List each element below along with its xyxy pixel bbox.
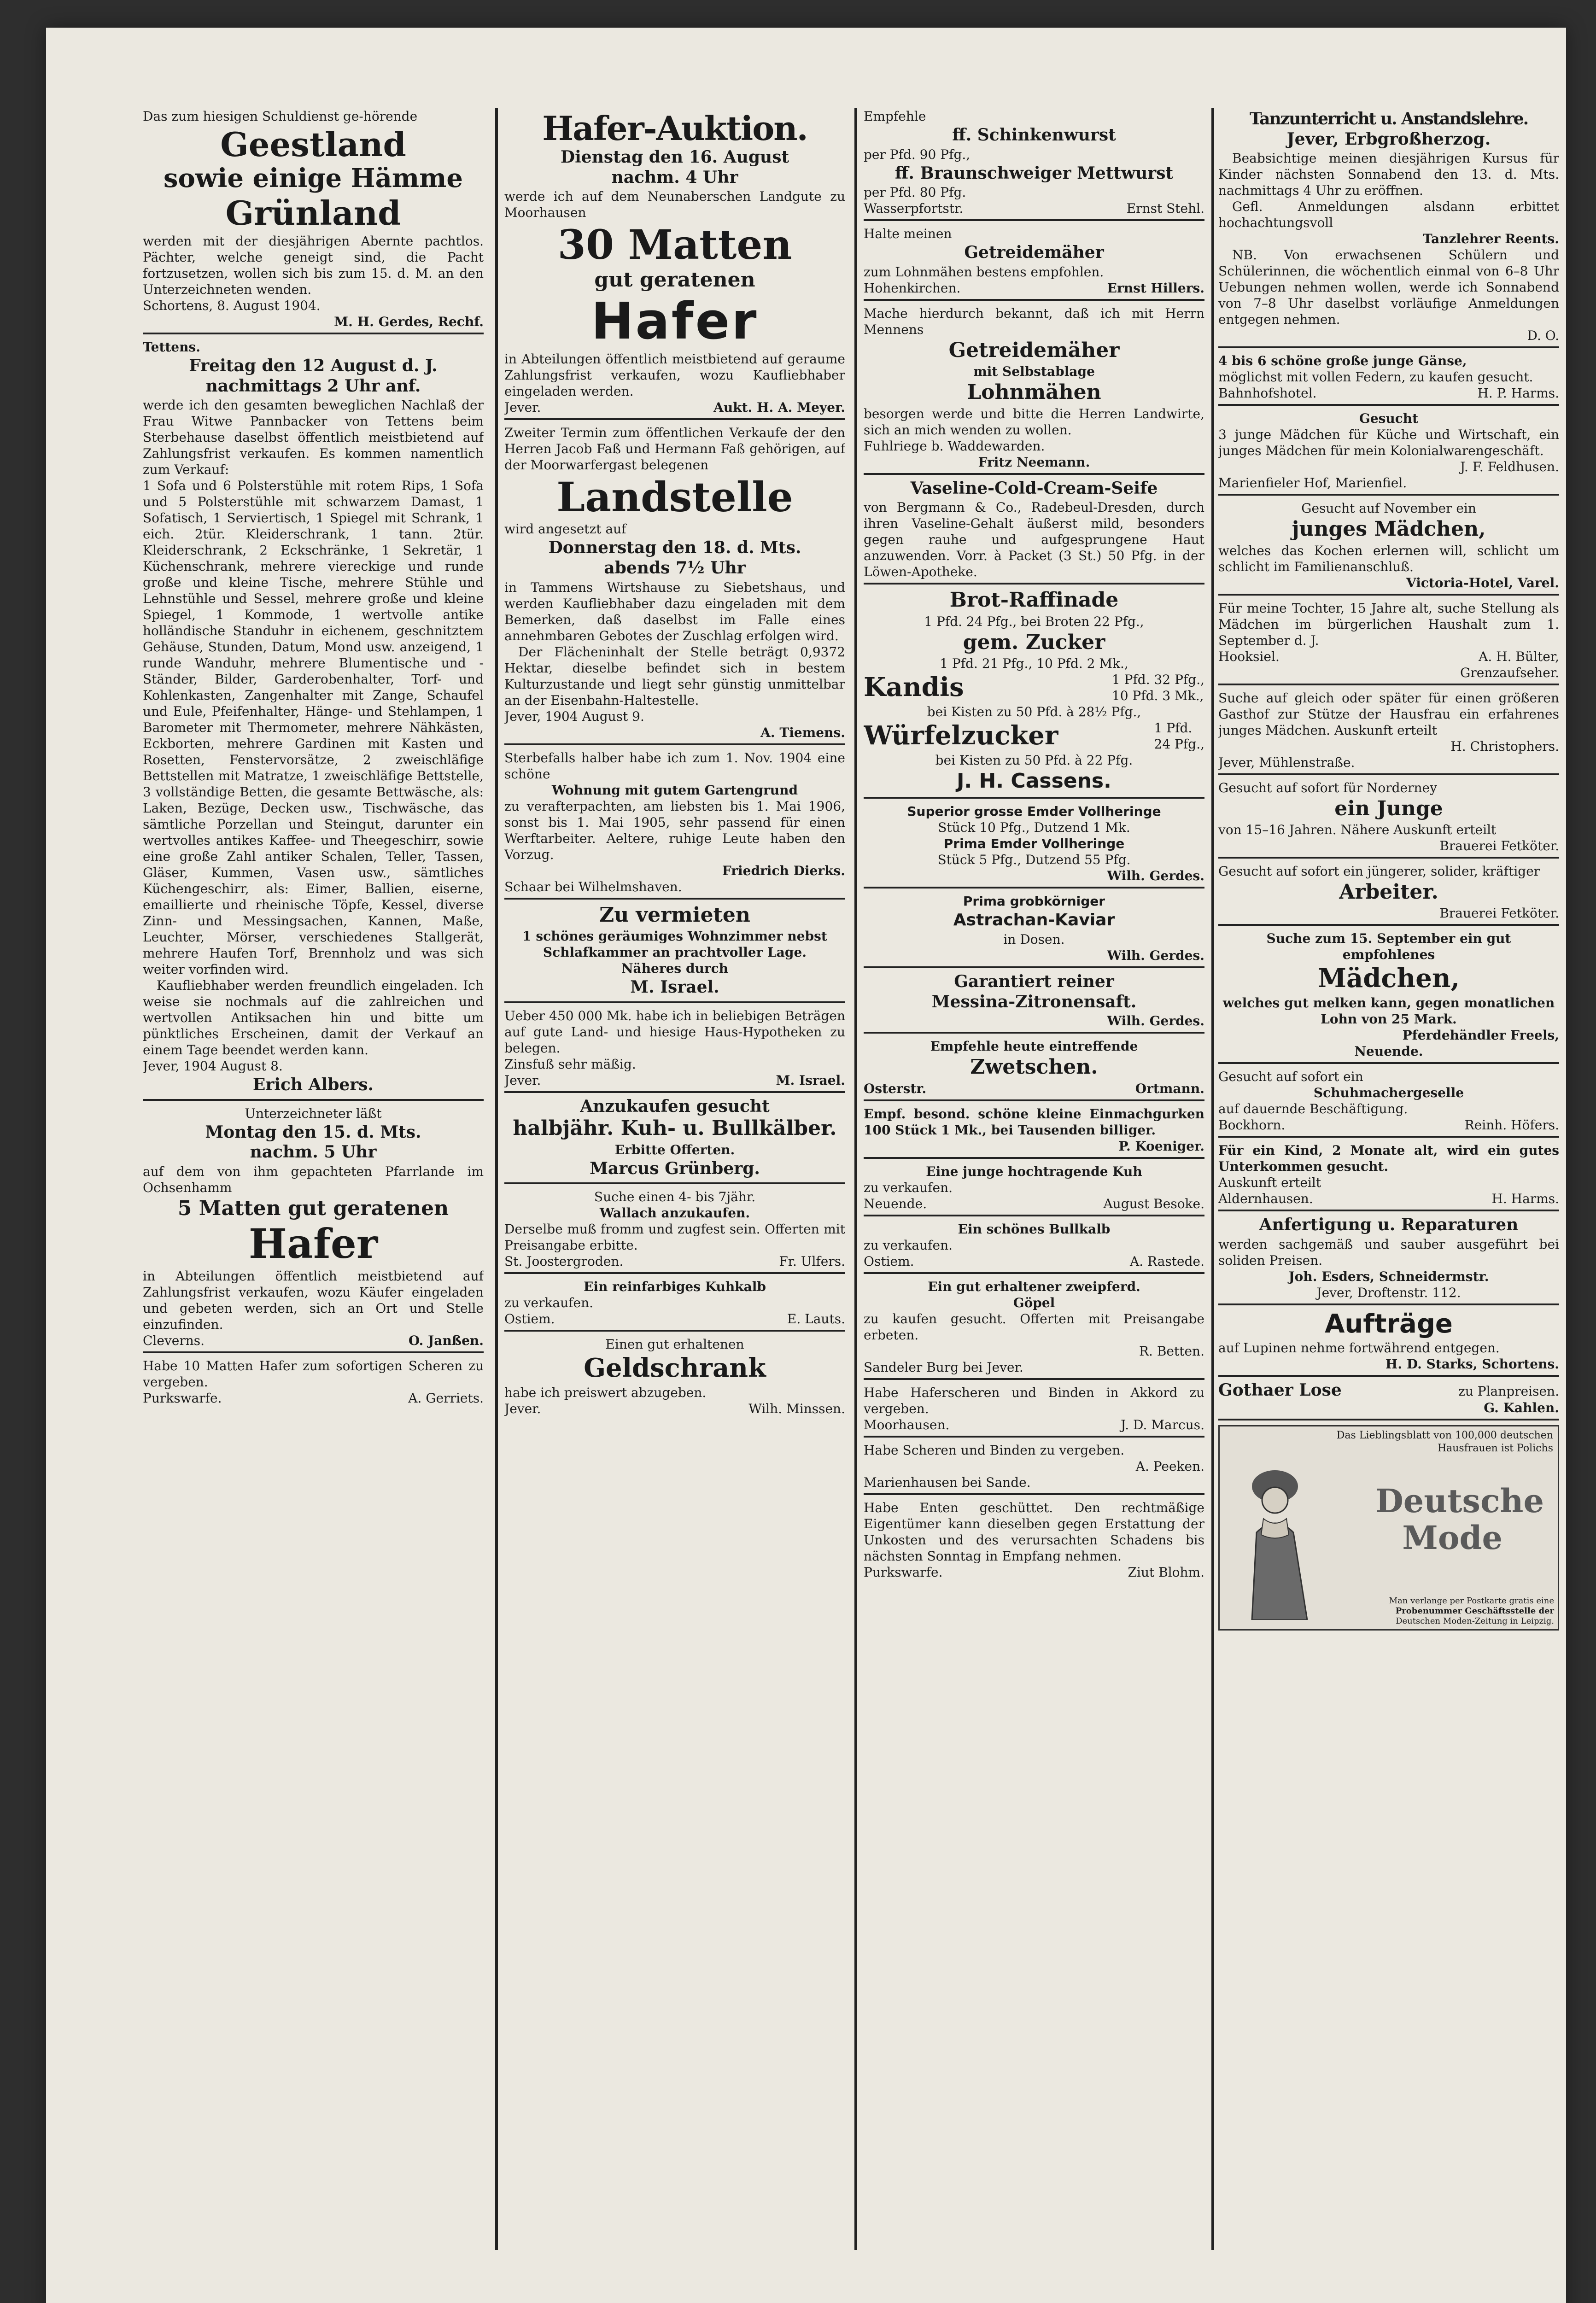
ad-body: auf dem von ihm gepachteten Pfarrlande im Ochsenhamm — [143, 1163, 484, 1195]
ad-signature: A. Gerriets. — [408, 1391, 484, 1406]
ad-body: Einen gut erhaltenen — [605, 1337, 744, 1352]
ad-body: welches das Kochen erlernen will, schlicht um schlicht im Familienanschluß. — [1218, 543, 1559, 574]
ad-headline: Gothaer Lose — [1218, 1380, 1342, 1400]
ad-hafer-ochsenhamm — [143, 1105, 484, 1353]
ad-place: Ostiem. — [504, 1311, 555, 1327]
ad-reparaturen — [1218, 1216, 1559, 1305]
ad-body: Für meine Tochter, 15 Jahre alt, suche Stellung als Mädchen im bürgerlichen Haushalt zum 1. September d. J. — [1218, 600, 1559, 648]
ad-headline: Dienstag den 16. August — [560, 147, 789, 167]
ad-maedchen-freels — [1218, 930, 1559, 1064]
ad-price: 24 Pfg., — [1154, 736, 1204, 752]
ad-place: Neuende. — [864, 1196, 927, 1211]
ad-nachlass-auction — [143, 339, 484, 1101]
ad-wallach — [504, 1189, 845, 1274]
ad-place: Bockhorn. — [1218, 1117, 1286, 1133]
ad-intro: Empfehle — [864, 109, 926, 124]
ad-signature: Ernst Hillers. — [1107, 280, 1204, 296]
ad-body: in Abteilungen öffentlich meistbietend auf Zahlungsfrist verkaufen, wozu Käufer eingeladen und gebeten werden, sich an Ort und Stelle einzufinden. — [143, 1268, 484, 1333]
ad-arbeiter — [1218, 863, 1559, 926]
ad-signature: Ortmann. — [1135, 1081, 1204, 1096]
ad-headline: abends 7½ Uhr — [604, 558, 746, 578]
ad-place: Jever. — [504, 399, 541, 415]
ad-price: 1 Pfd. 32 Pfg., — [1111, 672, 1204, 687]
ad-headline: Hafer — [591, 291, 759, 351]
ad-price: 1 Pfd. 21 Pfg., 10 Pfd. 2 Mk., — [940, 655, 1128, 671]
ad-junges-maedchen — [1218, 500, 1559, 595]
ad-signature: H. Christophers. — [1450, 738, 1559, 754]
column-3 — [864, 108, 1204, 1588]
ad-headline: ein Junge — [1334, 796, 1443, 820]
ad-price: 1 Pfd. — [1154, 720, 1193, 736]
ad-enten — [864, 1500, 1204, 1583]
ad-place: Tettens. — [143, 339, 200, 355]
ad-haferscheren — [864, 1385, 1204, 1438]
ad-headline: Getreidemäher — [964, 243, 1104, 263]
ad-body: Zweiter Termin zum öffentlichen Verkaufe der den Herren Jacob Faß und Hermann Faß gehörigen, auf der Moorwarfergast belegenen — [504, 425, 845, 473]
ad-signature: Aukt. H. A. Meyer. — [713, 399, 845, 415]
ad-headline: Ein gut erhaltener zweipferd. — [928, 1279, 1140, 1294]
ad-place: Bahnhofshotel. — [1218, 386, 1317, 401]
ad-signature: M. Israel. — [630, 977, 719, 997]
ad-body: Auskunft erteilt — [1218, 1175, 1321, 1190]
ad-date: Jever, 1904 August 9. — [504, 708, 644, 724]
ad-signature: Wilh. Minssen. — [748, 1401, 845, 1416]
ad-signature: M. Israel. — [776, 1072, 845, 1088]
ad-signature: H. D. Starks, Schortens. — [1385, 1356, 1559, 1372]
ad-headline: Mädchen, — [1317, 963, 1460, 994]
ad-place: Ostiem. — [864, 1253, 914, 1269]
ad-body: in Dosen. — [1003, 931, 1065, 947]
ad-place: Jever, Droftenstr. 112. — [1316, 1285, 1461, 1300]
ad-place: Cleverns. — [143, 1333, 205, 1349]
ad-body: Gefl. Anmeldungen alsdann erbittet hochachtungsvoll — [1218, 199, 1559, 231]
ad-junge — [1218, 780, 1559, 859]
ad-signature: Marcus Grünberg. — [590, 1158, 760, 1178]
ad-headline: Arbeiter. — [1339, 880, 1438, 904]
ad-headline: sowie einige Hämme — [164, 163, 463, 194]
ad-tanzunterricht — [1218, 110, 1559, 348]
ad-kaelber — [504, 1098, 845, 1185]
ad-body: werde ich den gesamten beweglichen Nachlaß der Frau Witwe Pannbacker von Tettens beim Sterbehause daselbst öffentlich meistbietend auf Zahlungsfrist verkaufen. Es kommen namentlich zum Verkauf: — [143, 397, 484, 478]
illustration-title: Mode — [1402, 1518, 1502, 1557]
ad-body: Suche auf gleich oder später für einen größeren Gasthof zur Stütze der Hausfrau ein erfahrenes junges Mädchen. Auskunft erteilt — [1218, 690, 1559, 738]
ad-headline: gut geratenen — [594, 268, 755, 292]
ad-headline: Getreidemäher — [948, 338, 1120, 362]
illustration-footer: Man verlange per Postkarte gratis eine — [1389, 1596, 1554, 1606]
ad-body: möglichst mit vollen Federn, zu kaufen gesucht. — [1218, 369, 1533, 385]
ad-headline: nachm. 5 Uhr — [250, 1142, 377, 1162]
ad-place: Marienfieler Hof, Marienfiel. — [1218, 475, 1407, 491]
ad-body: Sterbefalls halber habe ich zum 1. Nov. 1904 eine schöne — [504, 750, 845, 782]
ad-geldschrank — [504, 1336, 845, 1420]
ad-body: zu verafterpachten, am liebsten bis 1. Mai 1906, sonst bis 1. Mai 1905, sehr passend für einen Werftarbeiter. Aeltere, ruhige Leute haben den Vorzug. — [504, 798, 845, 862]
ad-stellung-tochter — [1218, 600, 1559, 685]
ad-body: auf dauernde Beschäftigung. — [1218, 1101, 1408, 1116]
ad-signature: Ziut Blohm. — [1128, 1564, 1204, 1580]
ad-headline: Grünland — [225, 193, 401, 233]
ad-place: Schaar bei Wilhelmshaven. — [504, 879, 682, 894]
ad-headline: Superior grosse Emder Vollheringe — [907, 804, 1161, 819]
ad-headline: Aufträge — [1325, 1309, 1453, 1339]
ad-schuhmacher — [1218, 1069, 1559, 1138]
ad-place: Hooksiel. — [1218, 649, 1280, 664]
ad-body: von Bergmann & Co., Radebeul-Dresden, durch ihren Vaseline-Gehalt äußerst mild, besonders gegen rauhe und aufgesprungene Haut anzuwenden. Vorr. à Packet (3 St.) 50 Pfg. in der Löwen-Apotheke. — [864, 500, 1204, 580]
ad-gaense — [1218, 353, 1559, 406]
ad-signature: Wilh. Gerdes. — [1107, 947, 1204, 963]
ad-body: werde ich auf dem Neunaberschen Landgute zu Moorhausen — [504, 189, 845, 221]
ad-headline: Würfelzucker — [864, 720, 1058, 751]
ad-price: 10 Pfd. 3 Mk., — [1111, 688, 1204, 703]
ad-price: per Pfd. 90 Pfg., — [864, 146, 970, 162]
ad-headline: Ein schönes Bullkalb — [958, 1221, 1111, 1237]
ad-signature: Erich Albers. — [252, 1075, 374, 1095]
ad-signature: Fr. Ulfers. — [779, 1254, 845, 1269]
ad-signature: O. Janßen. — [408, 1333, 484, 1349]
ad-kind — [1218, 1142, 1559, 1211]
column-rule — [1211, 108, 1214, 2250]
ad-body: Derselbe muß fromm und zugfest sein. Offerten mit Preisangabe erbitte. — [504, 1222, 845, 1253]
ad-body: Gesucht auf sofort ein — [1218, 1069, 1363, 1084]
ad-item-list: 1 Sofa und 6 Polsterstühle mit rotem Rips, 1 Sofa und 5 Polsterstühle mit schwarzem Damast, 1 Sofatisch, 1 Serviertisch, 1 Spiegel mit Schrank, 1 eich. 2tür. Kleiderschrank, 1 tann. 2tür. Kleiderschrank, 2 Eckschränke, 1 Sekretär, 1 Küchenschrank, mehrere viereckige und runde große und kleine Tische, mehrere Stühle und Lehnstühle und Sessel, mehrere große und kleine Spiegel, 1 Kommode, 1 wertvolle antike holländische Standuhr in eichenem, geschnitztem Gehäuse, Stunden, Datum, Mond usw. anzeigend, 1 runde Wanduhr, mehrere Blumentische und -Ständer, Bilder, Garderobenhalter, Torf- und Kohlenkasten, Zangenhalter mit Zange, Schaufel und Eule, Pfeifenhalter, Hänge- und Stehlampen, 1 Barometer mit Thermometer, mehrere Nähkästen, Eckborten, mehrere Gardinen mit Kasten und Rosetten, Fenstervorsätze, 2 zweischläfige Bettstellen mit Matratze, 1 zweischläfige Bettstelle, 3 vollständige Betten, die gesamte Bettwäsche, als: Laken, Bezüge, Decken usw., Tischwäsche, das sämtliche Porzellan und Steingut, darunter ein wertvolles antikes Kaffee- und Theegeschirr, sowie eine große Zahl antiker Schalen, Teller, Tassen, Gläser, Kummen, Vasen usw., sämtliches Küchengeschirr, als: Eimer, Ballien, eiserne, emaillierte und rheinische Töpfe, Kessel, diverse Zinn- und Messingsachen, Kannen, Maße, Leuchter, Mörser, verschiedenes Stallgerät, mehrere Haufen Torf, Brennholz und was sich weiter vorfinden wird. — [143, 478, 484, 977]
ad-price: 1 Pfd. 24 Pfg., bei Broten 22 Pfg., — [924, 614, 1144, 629]
illustration-title: Deutsche — [1375, 1481, 1544, 1520]
ad-headline: halbjähr. Kuh- u. Bullkälber. — [513, 1116, 837, 1140]
ad-signature: A. Peeken. — [1135, 1458, 1204, 1474]
ad-headline: Landstelle — [556, 473, 793, 521]
ad-headline: 4 bis 6 schöne große junge Gänse, — [1218, 353, 1467, 369]
newspaper-page — [46, 28, 1566, 2303]
ad-signature: R. Betten. — [1139, 1343, 1204, 1359]
ad-body: Gesucht auf November ein — [1301, 501, 1476, 516]
ad-headline: Anzukaufen gesucht — [580, 1096, 770, 1116]
ad-body: NB. Von erwachsenen Schülern und Schülerinnen, die wöchentlich einmal von 6–8 Uhr Uebungen nehmen wollen, werde ich Sonnabend von 7–8 Uhr daselbst vorläufige Anmeldungen entgegen nehmen. — [1218, 247, 1559, 327]
ad-zitronensaft — [864, 973, 1204, 1034]
ad-kuhkalb — [504, 1279, 845, 1332]
ad-body: Der Flächeninhalt der Stelle beträgt 0,9372 Hektar, dieselbe befindet sich in bestem Kulturzustande und liegt sehr günstig unmittelbar an der Eisenbahn-Haltestelle. — [504, 644, 845, 708]
column-4 — [1218, 108, 1559, 1631]
ad-body: zu Planpreisen. — [1458, 1384, 1559, 1399]
ad-signature: Wilh. Gerdes. — [1107, 868, 1204, 884]
ad-price: per Pfd. 80 Pfg. — [864, 185, 966, 200]
ad-wohnung — [504, 750, 845, 900]
ad-zucker — [864, 589, 1204, 799]
ad-body: zu verkaufen. — [504, 1295, 594, 1311]
woman-portrait-image — [1224, 1454, 1344, 1620]
ad-body: Empf. besond. schöne kleine Einmachgurken 100 Stück 1 Mk., bei Tausenden billiger. — [864, 1106, 1204, 1138]
ad-headline: Eine junge hochtragende Kuh — [926, 1163, 1142, 1179]
ad-intro: Unterzeichneter läßt — [245, 1105, 382, 1121]
ad-body: besorgen werde und bitte die Herren Landwirte, sich an mich wenden zu wollen. — [864, 406, 1204, 438]
ad-headline: Göpel — [1013, 1295, 1055, 1310]
ad-getreidemaeher-neemann — [864, 305, 1204, 475]
ad-signature: Fritz Neemann. — [978, 454, 1090, 470]
ad-headline: Freitag den 12 August d. J. — [189, 356, 438, 375]
ad-bullkalb — [864, 1221, 1204, 1274]
ad-maedchen-feldhusen — [1218, 410, 1559, 496]
ad-kaviar — [864, 893, 1204, 968]
ad-place: Jever. — [504, 1072, 541, 1088]
ad-headline: Kandis — [864, 672, 964, 703]
ad-headline: Für ein Kind, 2 Monate alt, wird ein gutes Unterkommen gesucht. — [1218, 1142, 1559, 1174]
ad-headline: Montag den 15. d. Mts. — [205, 1122, 421, 1142]
ad-signature: Victoria-Hotel, Varel. — [1406, 575, 1559, 590]
ad-body: Gesucht auf sofort ein jüngerer, solider, kräftiger — [1218, 863, 1540, 879]
ad-headline: Geldschrank — [584, 1353, 766, 1384]
ad-headline: Prima grobkörniger — [963, 894, 1105, 909]
ad-signature: Brauerei Fetköter. — [1439, 906, 1559, 921]
ad-headline: Zwetschen. — [970, 1055, 1098, 1079]
ad-headline: Gesucht — [1359, 411, 1419, 427]
illustration-caption: Hausfrauen ist Polichs — [1437, 1442, 1553, 1454]
ad-headline: Brot-Raffinade — [949, 588, 1119, 612]
ad-signature: A. Tiemens. — [760, 725, 845, 740]
ad-zu-vermieten — [504, 904, 845, 1003]
ad-headline: Garantiert reiner — [954, 971, 1114, 991]
ad-hafer-auktion — [504, 110, 845, 420]
ad-body: werden mit der diesjährigen Abernte pachtlos. Pächter, welche geneigt sind, die Pacht fortzusetzen, wollen sich bis zum 15. d. M. an den Unterzeichneten wenden. — [143, 233, 484, 297]
ad-body: zu verkaufen. — [864, 1237, 953, 1253]
ad-headline: Wohnung mit gutem Gartengrund — [551, 782, 798, 798]
ad-signature: J. D. Marcus. — [1121, 1417, 1204, 1432]
ad-headline: Geestland — [220, 125, 406, 164]
ad-place: Osterstr. — [864, 1081, 927, 1096]
ad-place: Sandeler Burg bei Jever. — [864, 1359, 1023, 1375]
ad-headline: nachm. 4 Uhr — [611, 167, 738, 187]
ad-headline: Ein reinfarbiges Kuhkalb — [584, 1279, 766, 1295]
ad-headline: Anfertigung u. Reparaturen — [1259, 1215, 1519, 1234]
ad-signature: J. F. Feldhusen. — [1460, 459, 1559, 475]
ad-signature: Ernst Stehl. — [1126, 201, 1204, 216]
ad-headline: 30 Matten — [557, 221, 792, 269]
ad-signature: Tanzlehrer Reents. — [1422, 231, 1559, 247]
ad-headline: Hafer — [248, 1220, 378, 1268]
ad-body: in Tammens Wirtshause zu Siebetshaus, und werden Kaufliebhaber dazu eingeladen mit dem Bemerken, daß daselbst im Falle eines annehmbaren Gebotes der Zuschlag erfolgen wird. — [504, 579, 845, 643]
ad-headline: welches gut melken kann, gegen monatlichen Lohn von 25 Mark. — [1222, 995, 1555, 1027]
illustration-caption: Das Lieblingsblatt von 100,000 deutschen — [1336, 1429, 1553, 1441]
ad-body: Beabsichtige meinen diesjährigen Kursus für Kinder nächsten Sonnabend den 13. d. Mts. nachmittags 4 Uhr zu eröffnen. — [1218, 151, 1559, 199]
ad-body: auf Lupinen nehme fortwährend entgegen. — [1218, 1340, 1500, 1356]
ad-deutsche-mode-illustration — [1218, 1425, 1559, 1631]
ad-headline: Messina-Zitronensaft. — [931, 992, 1137, 1011]
ad-closing: Kaufliebhaber werden freundlich eingeladen. Ich weise sie nochmals auf die zahlreichen und wertvollen Antiksachen hin und bitte um pünktliches Erscheinen, damit der Verkauf an einem Tage beendet werden kann. — [143, 978, 484, 1058]
ad-place: Wasserpfortstr. — [864, 201, 964, 216]
ad-zwetschen — [864, 1038, 1204, 1101]
ad-signature: P. Koeniger. — [1118, 1138, 1204, 1154]
ad-body: Habe Haferscheren und Binden in Akkord zu vergeben. — [864, 1385, 1204, 1416]
ad-place: Marienhausen bei Sande. — [864, 1474, 1031, 1490]
ad-body: von 15–16 Jahren. Nähere Auskunft erteilt — [1218, 822, 1497, 837]
ad-body: Mache hierdurch bekannt, daß ich mit Herrn Mennens — [864, 305, 1204, 337]
ad-signature: Joh. Esders, Schneidermstr. — [1288, 1268, 1489, 1284]
ad-headline: Wallach anzukaufen. — [599, 1205, 750, 1221]
ad-signature: Friedrich Dierks. — [722, 863, 845, 878]
ad-date: Schortens, 8. August 1904. — [143, 298, 321, 313]
ad-price: bei Kisten zu 50 Pfd. à 28½ Pfg., — [927, 704, 1141, 719]
ad-headline: 5 Matten gut geratenen — [177, 1196, 449, 1220]
ad-headline: Zu vermieten — [599, 903, 750, 927]
ad-body: Suche einen 4- bis 7jähr. — [594, 1189, 756, 1205]
ad-headline: Suche zum 15. September ein gut empfohlenes — [1266, 931, 1511, 963]
ad-place: Moorhausen. — [864, 1417, 950, 1432]
ad-place: Fuhlriege b. Waddewarden. — [864, 438, 1045, 454]
ad-body: zum Lohnmähen bestens empfohlen. — [864, 264, 1104, 280]
ad-body: Gesucht auf sofort für Norderney — [1218, 780, 1437, 795]
ad-body: zu verkaufen. — [864, 1180, 953, 1195]
ad-geestland — [143, 108, 484, 334]
ad-signature: August Besoke. — [1103, 1196, 1204, 1211]
ad-signature: D. O. — [1527, 328, 1559, 344]
ad-headline: junges Mädchen, — [1292, 517, 1486, 541]
column-rule — [854, 108, 857, 2250]
ad-auftraege — [1218, 1310, 1559, 1377]
ad-headline: Empfehle heute eintreffende — [930, 1039, 1138, 1054]
illustration-footer: Probenummer Geschäftsstelle der — [1395, 1606, 1554, 1616]
ad-headline: Astrachan-Kaviar — [953, 911, 1115, 930]
ad-vaseline — [864, 479, 1204, 585]
ad-signature: Reinh. Höfers. — [1464, 1117, 1559, 1133]
ad-signature: H. Harms. — [1491, 1191, 1559, 1206]
ad-body: habe ich preiswert abzugeben. — [504, 1385, 707, 1400]
ad-kuh — [864, 1163, 1204, 1216]
ad-signature: A. Rastede. — [1129, 1253, 1204, 1269]
ad-headline: Donnerstag den 18. d. Mts. — [548, 538, 801, 558]
ad-body: Ueber 450 000 Mk. habe ich in beliebigen Beträgen auf gute Land- und hiesige Haus-Hypotheken zu belegen. — [504, 1008, 845, 1056]
ad-signature: H. P. Harms. — [1477, 386, 1559, 401]
ad-note: Zinsfuß sehr mäßig. — [504, 1056, 636, 1072]
ad-headline: mit Selbstablage — [973, 364, 1095, 380]
ad-headline: Prima Emder Vollheringe — [943, 836, 1125, 852]
ad-place: Purkswarfe. — [864, 1564, 943, 1580]
ad-headline: Schuhmachergeselle — [1313, 1085, 1464, 1100]
ad-gurken — [864, 1106, 1204, 1159]
ad-signature: Brauerei Fetköter. — [1439, 838, 1559, 853]
ad-price: Stück 5 Pfg., Dutzend 55 Pfg. — [937, 852, 1131, 868]
ad-headline: Erbitte Offerten. — [614, 1142, 735, 1157]
ad-hypotheken — [504, 1008, 845, 1093]
ad-goepel — [864, 1279, 1204, 1380]
ad-place: Jever, Mühlenstraße. — [1218, 754, 1355, 770]
ad-headline: gem. Zucker — [963, 630, 1105, 654]
ad-signature: M. H. Gerdes, Rechf. — [334, 314, 484, 329]
ad-headline: Hafer-Auktion. — [542, 109, 807, 148]
ad-gasthof — [1218, 690, 1559, 775]
ad-price: bei Kisten zu 50 Pfd. à 22 Pfg. — [935, 752, 1133, 768]
column-rule — [495, 108, 498, 2250]
illustration-footer: Deutschen Moden-Zeitung in Leipzig. — [1396, 1616, 1554, 1626]
ad-place: Hohenkirchen. — [864, 280, 961, 296]
column-2 — [504, 108, 845, 1424]
ad-headline: ff. Braunschweiger Mettwurst — [894, 163, 1174, 183]
ad-landstelle — [504, 425, 845, 745]
ad-body: 3 junge Mädchen für Küche und Wirtschaft, ein junges Mädchen für mein Kolonialwarengeschäft. — [1218, 427, 1559, 459]
ad-body: Habe Scheren und Binden zu vergeben. — [864, 1442, 1125, 1458]
ad-heringe — [864, 803, 1204, 888]
ad-signature: Wilh. Gerdes. — [1107, 1013, 1204, 1029]
ad-body: Habe 10 Matten Hafer zum sofortigen Scheren zu vergeben. — [143, 1358, 484, 1390]
column-1 — [143, 108, 484, 1414]
ad-body: zu kaufen gesucht. Offerten mit Preisangabe erbeten. — [864, 1311, 1204, 1343]
ad-signature: A. H. Bülter, — [1479, 649, 1559, 664]
ad-signature: E. Lauts. — [787, 1311, 845, 1327]
ad-headline: ff. Schinkenwurst — [952, 125, 1116, 145]
ad-signature: J. H. Cassens. — [957, 769, 1111, 793]
ad-hafer-scheren — [143, 1358, 484, 1409]
ad-getreidemaeher-hillers — [864, 226, 1204, 301]
ad-headline: nachmittags 2 Uhr anf. — [205, 376, 421, 396]
ad-headline: Näheres durch — [621, 960, 729, 976]
ad-scheren-binden — [864, 1442, 1204, 1495]
ad-gothaer-lose — [1218, 1381, 1559, 1420]
ad-intro: Das zum hiesigen Schuldienst ge-hörende — [143, 109, 418, 124]
ad-body: wird angesetzt auf — [504, 521, 626, 537]
ad-intro: Halte meinen — [864, 226, 952, 242]
ad-body: werden sachgemäß und sauber ausgeführt bei soliden Preisen. — [1218, 1236, 1559, 1268]
ad-headline: Vaseline-Cold-Cream-Seife — [910, 478, 1158, 498]
ad-signature: Grenzaufseher. — [1460, 665, 1559, 680]
ad-place: Jever. — [504, 1401, 541, 1416]
ad-price: Stück 10 Pfg., Dutzend 1 Mk. — [938, 820, 1130, 836]
ad-body: in Abteilungen öffentlich meistbietend auf geraume Zahlungsfrist verkaufen, wozu Kaufliebhaber eingeladen werden. — [504, 351, 845, 399]
ad-headline: 1 schönes geräumiges Wohnzimmer nebst Schlafkammer an prachtvoller Lage. — [522, 928, 827, 960]
ad-date: Jever, 1904 August 8. — [143, 1058, 283, 1074]
ad-place: Aldernhausen. — [1218, 1191, 1313, 1206]
ad-signature: Pferdehändler Freels, — [1402, 1027, 1559, 1043]
ad-signature: G. Kahlen. — [1484, 1400, 1559, 1415]
ad-wurst — [864, 108, 1204, 221]
ad-headline: Jever, Erbgroßherzog. — [1286, 129, 1491, 149]
ad-body: Habe Enten geschüttet. Den rechtmäßige Eigentümer kann dieselben gegen Erstattung der Unkosten und des verursachten Schadens bis nächsten Sonntag in Empfang nehmen. — [864, 1500, 1204, 1564]
ad-place: Neuende. — [1354, 1043, 1423, 1059]
ad-headline: Lohnmähen — [967, 380, 1101, 404]
ad-place: St. Joostergroden. — [504, 1254, 624, 1269]
ad-place: Purkswarfe. — [143, 1391, 222, 1406]
ad-headline: Tanzunterricht u. Anstandslehre. — [1249, 109, 1528, 129]
